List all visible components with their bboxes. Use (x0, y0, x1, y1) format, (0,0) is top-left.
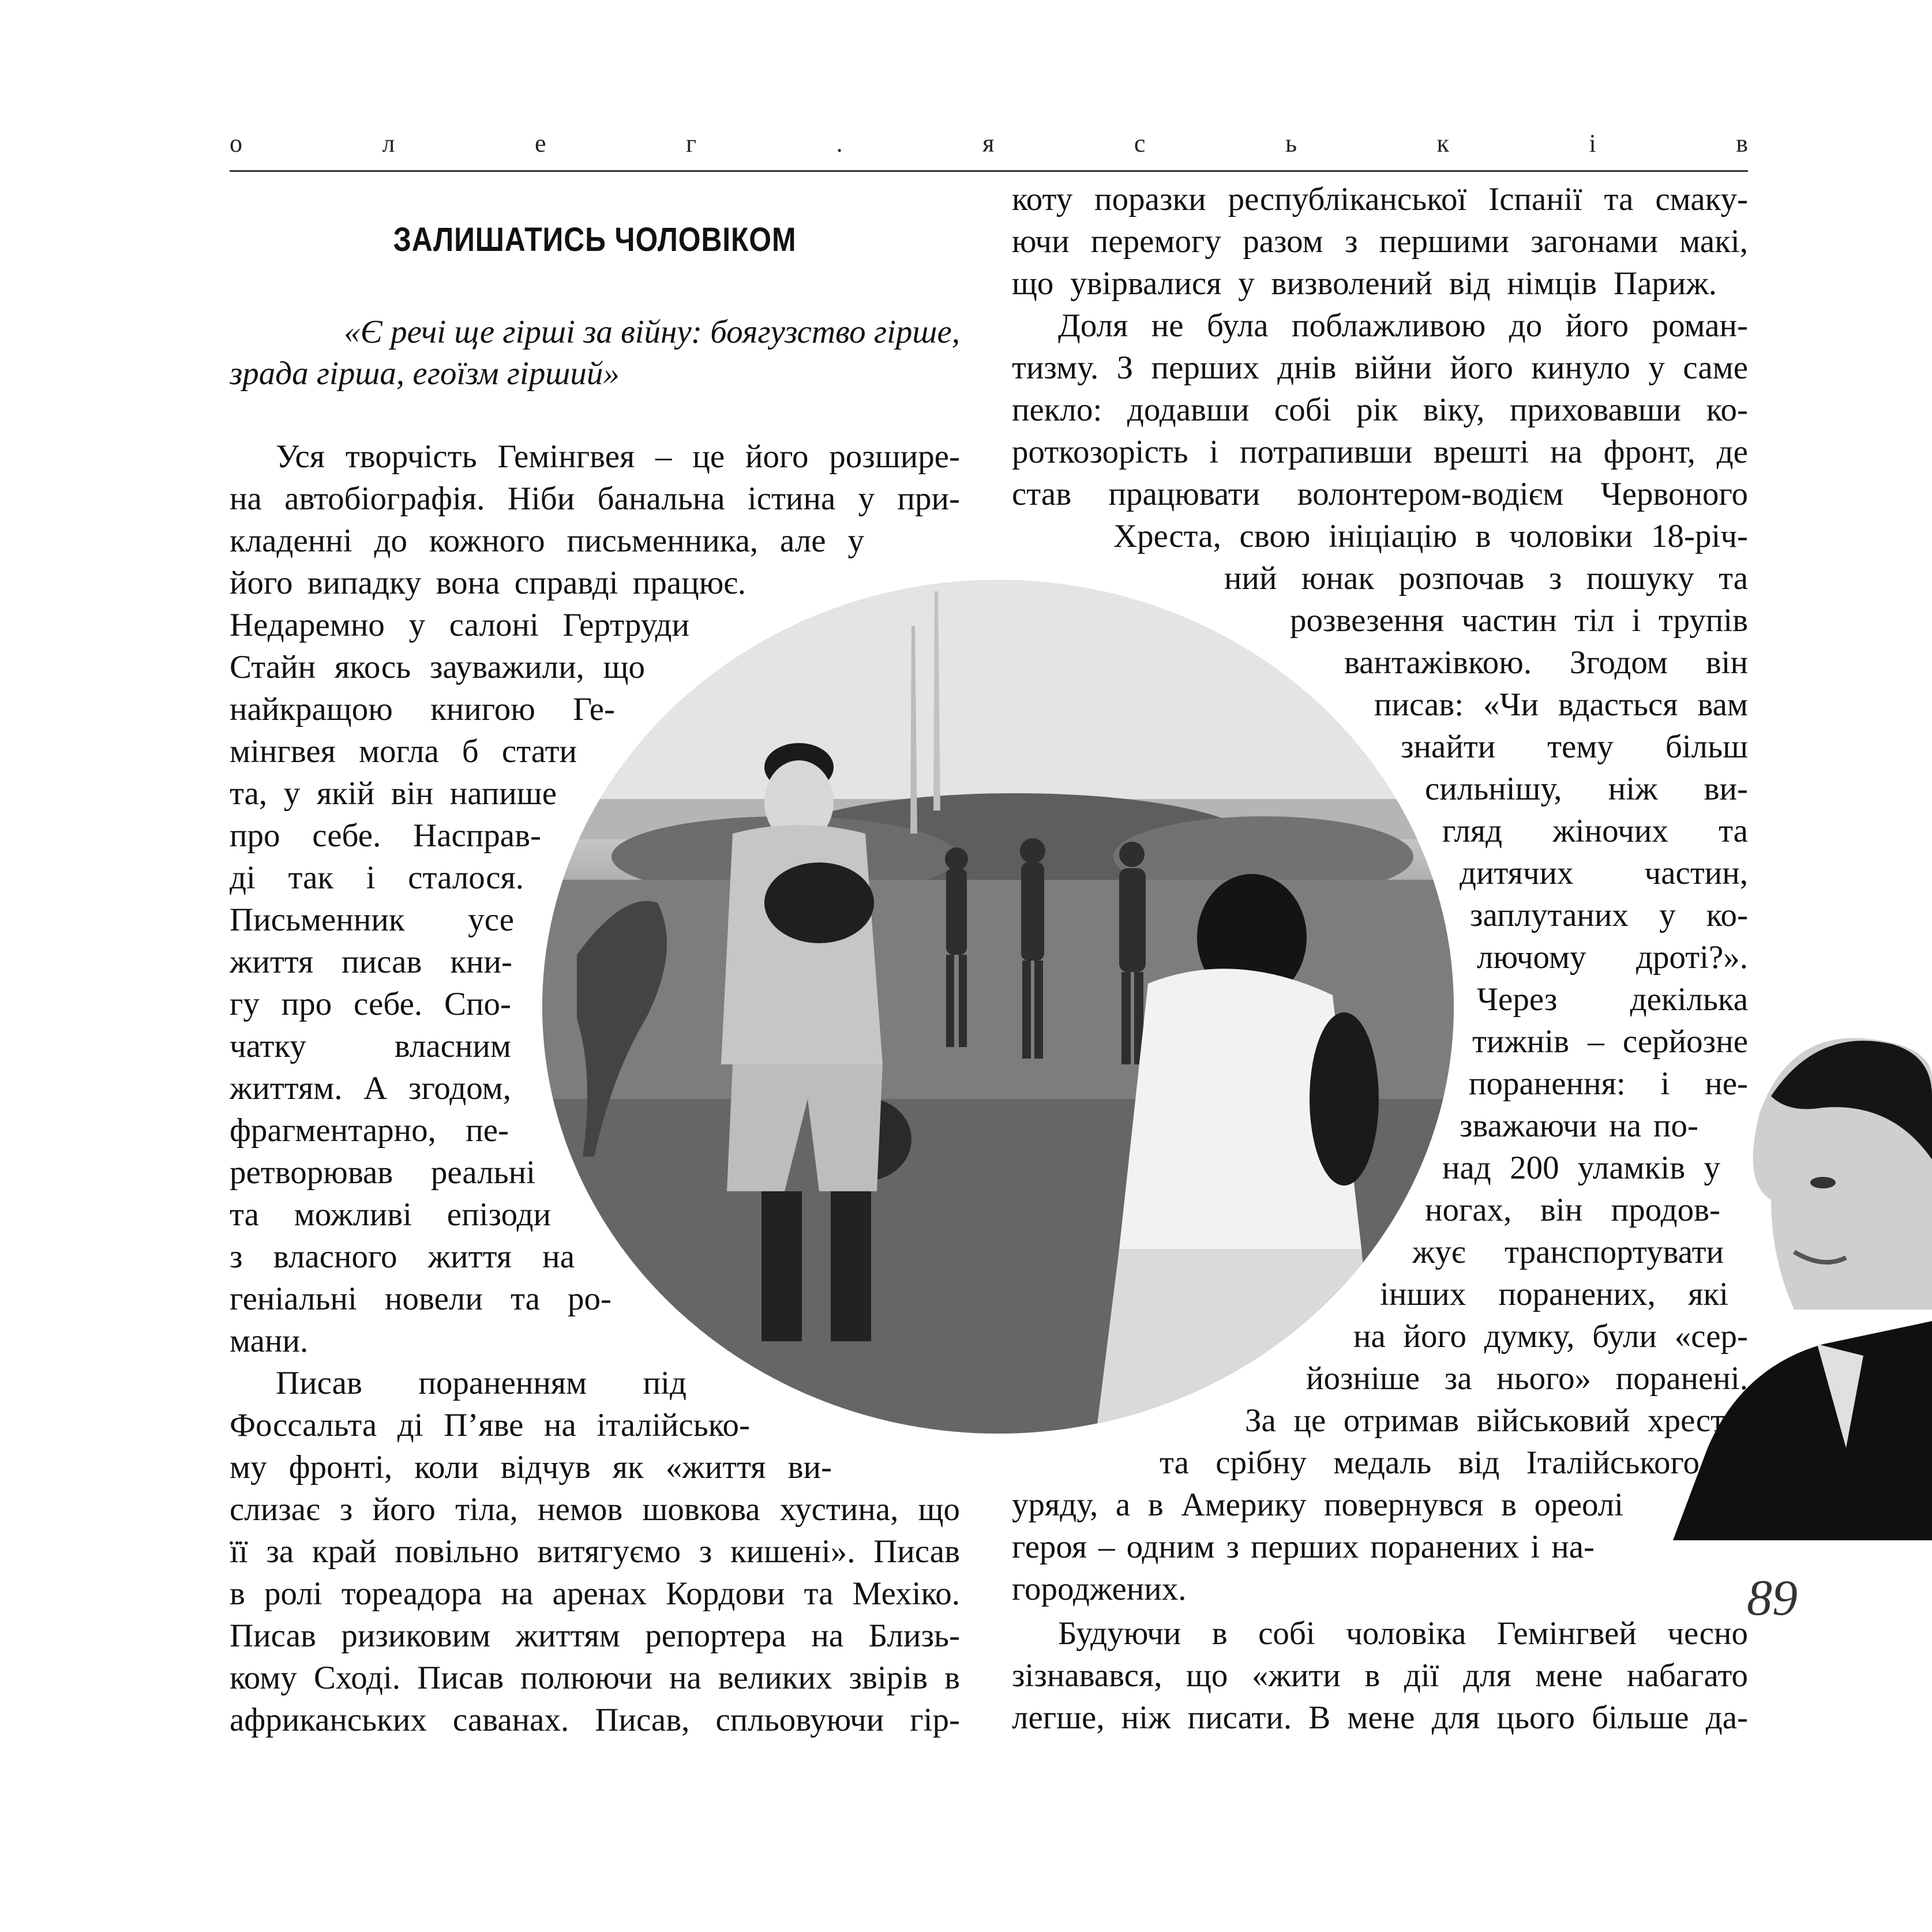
right-text-line: Будуючи в собі чоловіка Гемінгвей чесно (1058, 1615, 1748, 1652)
running-head-letter: к (1436, 129, 1449, 157)
right-text-line: писав: «Чи вдасться вам (1374, 686, 1748, 723)
left-text-line: її за край повільно витягуємо з кишені». Писав (230, 1533, 960, 1570)
right-text-line: знайти тему більш (1401, 729, 1748, 765)
right-text-line: інших поранених, які (1380, 1276, 1728, 1312)
right-text-line: лючому дроті?». (1477, 939, 1748, 976)
left-text-line: фрагментарно, пе- (230, 1112, 509, 1149)
right-text-line: розвезення частин тіл і трупів (1290, 602, 1748, 639)
left-text-line: Фоссальта ді П’яве на італійсько- (230, 1407, 750, 1443)
right-text-line: роткозорість і потрапивши врешті на фронт, де (1012, 434, 1748, 470)
right-text-line: заплутаних у ко- (1470, 897, 1748, 933)
running-head-letter: л (382, 129, 395, 157)
running-head-letter: о (230, 129, 242, 157)
running-head-letter: е (535, 129, 546, 157)
right-text-line: тизму. З перших днів війни його кинуло у саме (1012, 350, 1748, 386)
left-text-line: життя писав кни- (230, 944, 512, 980)
left-text-line: Стайн якось зауважили, що (230, 649, 645, 685)
right-text-line: дитячих частин, (1460, 855, 1748, 891)
running-head-letter: і (1589, 129, 1596, 157)
left-text-line: слизає з його тіла, немов шовкова хустина, що (230, 1491, 960, 1528)
right-text-line: ючи перемогу разом з першими загонами макі, (1012, 223, 1748, 260)
right-text-line: вантажівкою. Згодом він (1344, 644, 1748, 681)
left-text-line: та можливі епізоди (230, 1196, 551, 1233)
left-text-line: на автобіографія. Ніби банальна істина у при- (230, 481, 960, 517)
right-text-line: став працювати волонтером-водієм Червоного (1012, 476, 1748, 512)
right-text-line: легше, ніж писати. В мене для цього більше да- (1012, 1700, 1748, 1736)
running-head-letter: ь (1285, 129, 1297, 157)
left-text-line: його випадку вона справді працює. (230, 565, 746, 601)
right-text-line: на його думку, були «сер- (1353, 1318, 1748, 1355)
right-text-line: гляд жіночих та (1442, 813, 1748, 849)
right-text-line: городжених. (1012, 1571, 1187, 1607)
running-head-letter: . (836, 129, 843, 157)
left-text-line: гу про себе. Спо- (230, 986, 511, 1022)
left-text-line: кладенні до кожного письменника, але у (230, 523, 864, 559)
left-text-line: му фронті, коли відчув як «життя ви- (230, 1449, 832, 1485)
boxing-photo-image (542, 580, 1454, 1434)
running-head-letter: с (1134, 129, 1146, 157)
right-text-line: та срібну медаль від Італійського (1160, 1445, 1700, 1481)
right-text-line: зважаючи на по- (1460, 1108, 1698, 1144)
right-text-line: Через декілька (1477, 981, 1748, 1018)
right-text-line: ногах, він продов- (1425, 1192, 1720, 1228)
right-text-line: над 200 уламків у (1442, 1150, 1720, 1186)
right-text-line: тижнів – серйозне (1472, 1023, 1748, 1060)
left-text-line: про себе. Насправ- (230, 817, 541, 854)
right-text-line: коту поразки республіканської Іспанії та смаку- (1012, 181, 1748, 217)
left-text-line: Письменник усе (230, 902, 514, 938)
left-text-line: Писав ризиковим життям репортера на Близь- (230, 1618, 960, 1654)
left-text-line: та, у якій він напише (230, 775, 557, 812)
left-text-line: кому Сході. Писав полюючи на великих звірів в (230, 1660, 960, 1696)
left-text-line: найкращою книгою Ге- (230, 691, 615, 727)
epigraph-line: зрада гірша, егоїзм гірший» (230, 355, 620, 392)
right-text-line: йозніше за нього» поранені. (1306, 1360, 1748, 1397)
running-head-letter: г (686, 129, 697, 157)
left-text-line: Писав пораненням під (276, 1365, 686, 1401)
left-text-line: в ролі тореадора на аренах Кордови та Мехіко. (230, 1575, 960, 1612)
epigraph-line: «Є речі ще гірші за війну: боягузство гірше, (344, 314, 960, 350)
article-title: ЗАЛИШАТИСЬ ЧОЛОВІКОМ (393, 221, 797, 258)
left-text-line: чатку власним (230, 1028, 511, 1064)
left-text-line: з власного життя на (230, 1239, 575, 1275)
left-text-line: ретворював реальні (230, 1154, 535, 1191)
right-text-line: ний юнак розпочав з пошуку та (1224, 560, 1748, 597)
right-text-line: поранення: і не- (1469, 1066, 1748, 1102)
running-head (230, 128, 1748, 158)
left-text-line: африканських саванах. Писав, спльовуючи гір- (230, 1702, 960, 1738)
right-text-line: жує транспортувати (1412, 1234, 1724, 1270)
right-text-line: героя – одним з перших поранених і на- (1012, 1529, 1595, 1565)
left-text-line: геніальні новели та ро- (230, 1281, 612, 1317)
right-text-line: що увірвалися у визволений від німців Париж. (1012, 265, 1717, 302)
running-head-letter: в (1736, 129, 1748, 157)
left-text-line: Уся творчість Гемінгвея – це його розшире- (276, 438, 960, 475)
left-text-line: мінгвея могла б стати (230, 733, 577, 770)
right-text-line: За це отримав військовий хрест (1245, 1402, 1725, 1439)
right-text-line: Хреста, свою ініціацію в чоловіки 18-річ- (1113, 518, 1748, 554)
right-text-line: пекло: додавши собі рік віку, приховавши ко- (1012, 392, 1748, 428)
boxing-photo (542, 580, 1454, 1434)
right-text-line: зізнавався, що «жити в дії для мене набагато (1012, 1657, 1748, 1694)
page-number: 89 (1747, 1570, 1798, 1626)
left-text-line: Недаремно у салоні Гертруди (230, 607, 689, 643)
right-text-line: Доля не була поблажливою до його роман- (1058, 307, 1748, 344)
header-rule (230, 170, 1748, 172)
left-text-line: ді так і сталося. (230, 860, 524, 896)
left-text-line: мани. (230, 1323, 309, 1359)
right-text-line: сильнішу, ніж ви- (1425, 771, 1748, 807)
right-text-line: уряду, а в Америку повернувся в ореолі (1012, 1487, 1623, 1523)
running-head-letter: я (982, 129, 995, 157)
left-text-line: життям. А згодом, (230, 1070, 511, 1106)
